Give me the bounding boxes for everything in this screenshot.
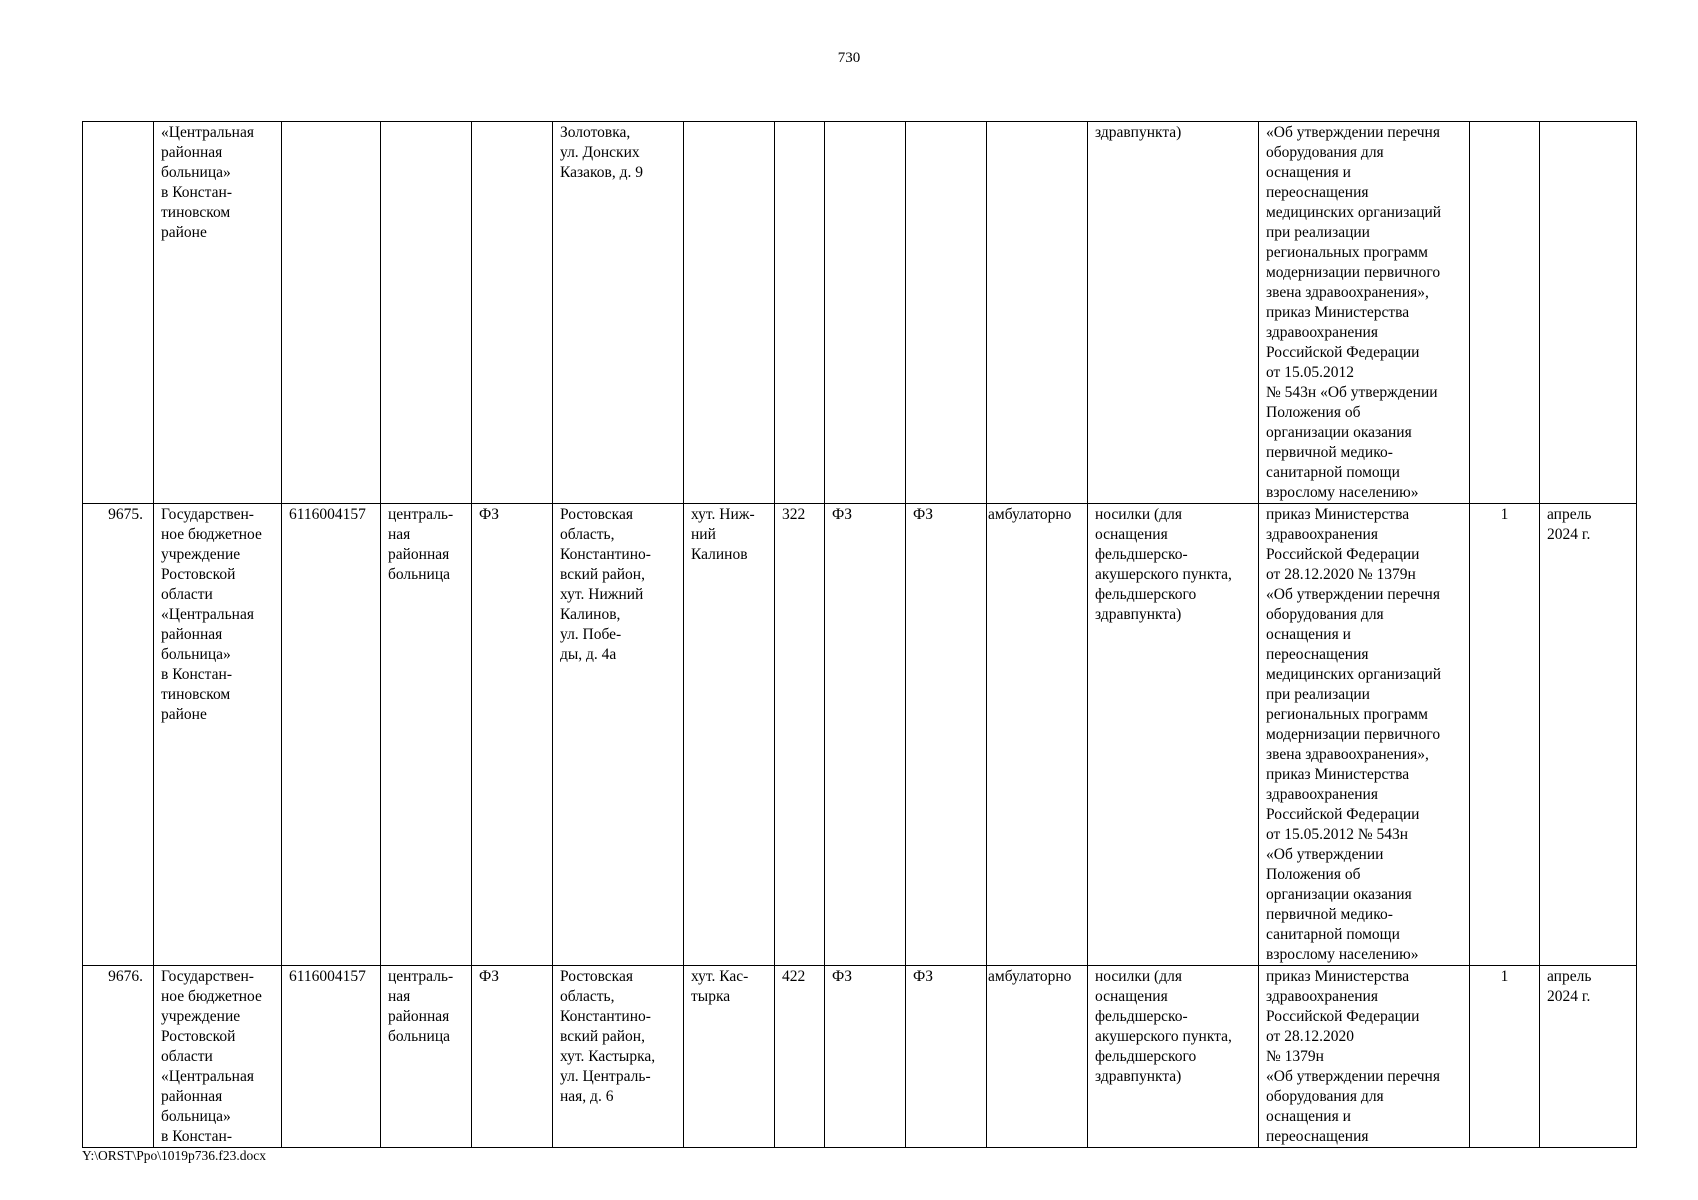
row-number-cell: [83, 122, 154, 504]
address-cell: Ростовская область, Константино- вский район, хут. Кастырка, ул. Централь- ная, д. 6: [553, 966, 684, 1148]
unit-subtype-cell: [906, 122, 987, 504]
settlement-cell: хут. Ниж- ний Калинов: [684, 504, 775, 966]
date-cell: апрель 2024 г.: [1540, 504, 1637, 966]
equipment-cell: носилки (для оснащения фельдшерско- акушерского пункта, фельдшерского здравпункта): [1088, 966, 1259, 1148]
address-cell: Золотовка, ул. Донских Казаков, д. 9: [553, 122, 684, 504]
unit-subtype-cell: ФЗ: [906, 966, 987, 1148]
inn-cell: 6116004157: [282, 966, 381, 1148]
care-type-cell: амбулаторно: [987, 504, 1088, 966]
care-type-cell: амбулаторно: [987, 966, 1088, 1148]
legal-basis-cell: приказ Министерства здравоохранения Российской Федерации от 28.12.2020 № 1379н «Об утверждении перечня оборудования для оснащения и переоснащения: [1259, 966, 1470, 1148]
status-cell: ФЗ: [472, 966, 553, 1148]
table-row: [83, 966, 1637, 1148]
legal-basis-cell: «Об утверждении перечня оборудования для оснащения и переоснащения медицинских организаций при реализации региональных программ модернизации первичного звена здравоохранения», приказ Министерства здравоохранения Российской Федерации от 15.05.2012 № 543н «Об утверждении Положения об организации оказания первичной медико- санитарной помощи взрослому населению»: [1259, 122, 1470, 504]
unit-type-cell: [825, 122, 906, 504]
table-row: [83, 122, 1637, 504]
inn-cell: 6116004157: [282, 504, 381, 966]
unit-type-cell: ФЗ: [825, 966, 906, 1148]
date-cell: апрель 2024 г.: [1540, 966, 1637, 1148]
population-cell: [775, 122, 825, 504]
population-cell: 322: [775, 504, 825, 966]
org-type-cell: [381, 122, 472, 504]
institution-name-cell: Государствен- ное бюджетное учреждение Ростовской области «Центральная районная больница» в Констан- тиновском районе: [154, 504, 282, 966]
legal-basis-cell: приказ Министерства здравоохранения Российской Федерации от 28.12.2020 № 1379н «Об утверждении перечня оборудования для оснащения и переоснащения медицинских организаций при реализации региональных программ модернизации первичного звена здравоохранения», приказ Министерства здравоохранения Российской Федерации от 15.05.2012 № 543н «Об утверждении Положения об организации оказания первичной медико- санитарной помощи взрослому населению»: [1259, 504, 1470, 966]
status-cell: [472, 122, 553, 504]
org-type-cell: централь- ная районная больница: [381, 504, 472, 966]
institution-name-cell: Государствен- ное бюджетное учреждение Ростовской области «Центральная районная больница» в Констан-: [154, 966, 282, 1148]
page-number: 730: [837, 50, 861, 66]
settlement-cell: [684, 122, 775, 504]
equipment-cell: здравпункта): [1088, 122, 1259, 504]
facilities-table: [82, 121, 1637, 1148]
settlement-cell: хут. Кас- тырка: [684, 966, 775, 1148]
quantity-cell: 1: [1470, 966, 1540, 1148]
address-cell: Ростовская область, Константино- вский район, хут. Нижний Калинов, ул. Побе- ды, д. 4а: [553, 504, 684, 966]
org-type-cell: централь- ная районная больница: [381, 966, 472, 1148]
quantity-cell: 1: [1470, 504, 1540, 966]
population-cell: 422: [775, 966, 825, 1148]
footer-file-path: Y:\ORST\Ppo\1019p736.f23.docx: [82, 1148, 267, 1163]
quantity-cell: [1470, 122, 1540, 504]
table-row: [83, 504, 1637, 966]
row-number-cell: 9675.: [83, 504, 154, 966]
status-cell: ФЗ: [472, 504, 553, 966]
inn-cell: [282, 122, 381, 504]
unit-subtype-cell: ФЗ: [906, 504, 987, 966]
institution-name-cell: «Центральная районная больница» в Констан- тиновском районе: [154, 122, 282, 504]
care-type-cell: [987, 122, 1088, 504]
unit-type-cell: ФЗ: [825, 504, 906, 966]
date-cell: [1540, 122, 1637, 504]
equipment-cell: носилки (для оснащения фельдшерско- акушерского пункта, фельдшерского здравпункта): [1088, 504, 1259, 966]
row-number-cell: 9676.: [83, 966, 154, 1148]
